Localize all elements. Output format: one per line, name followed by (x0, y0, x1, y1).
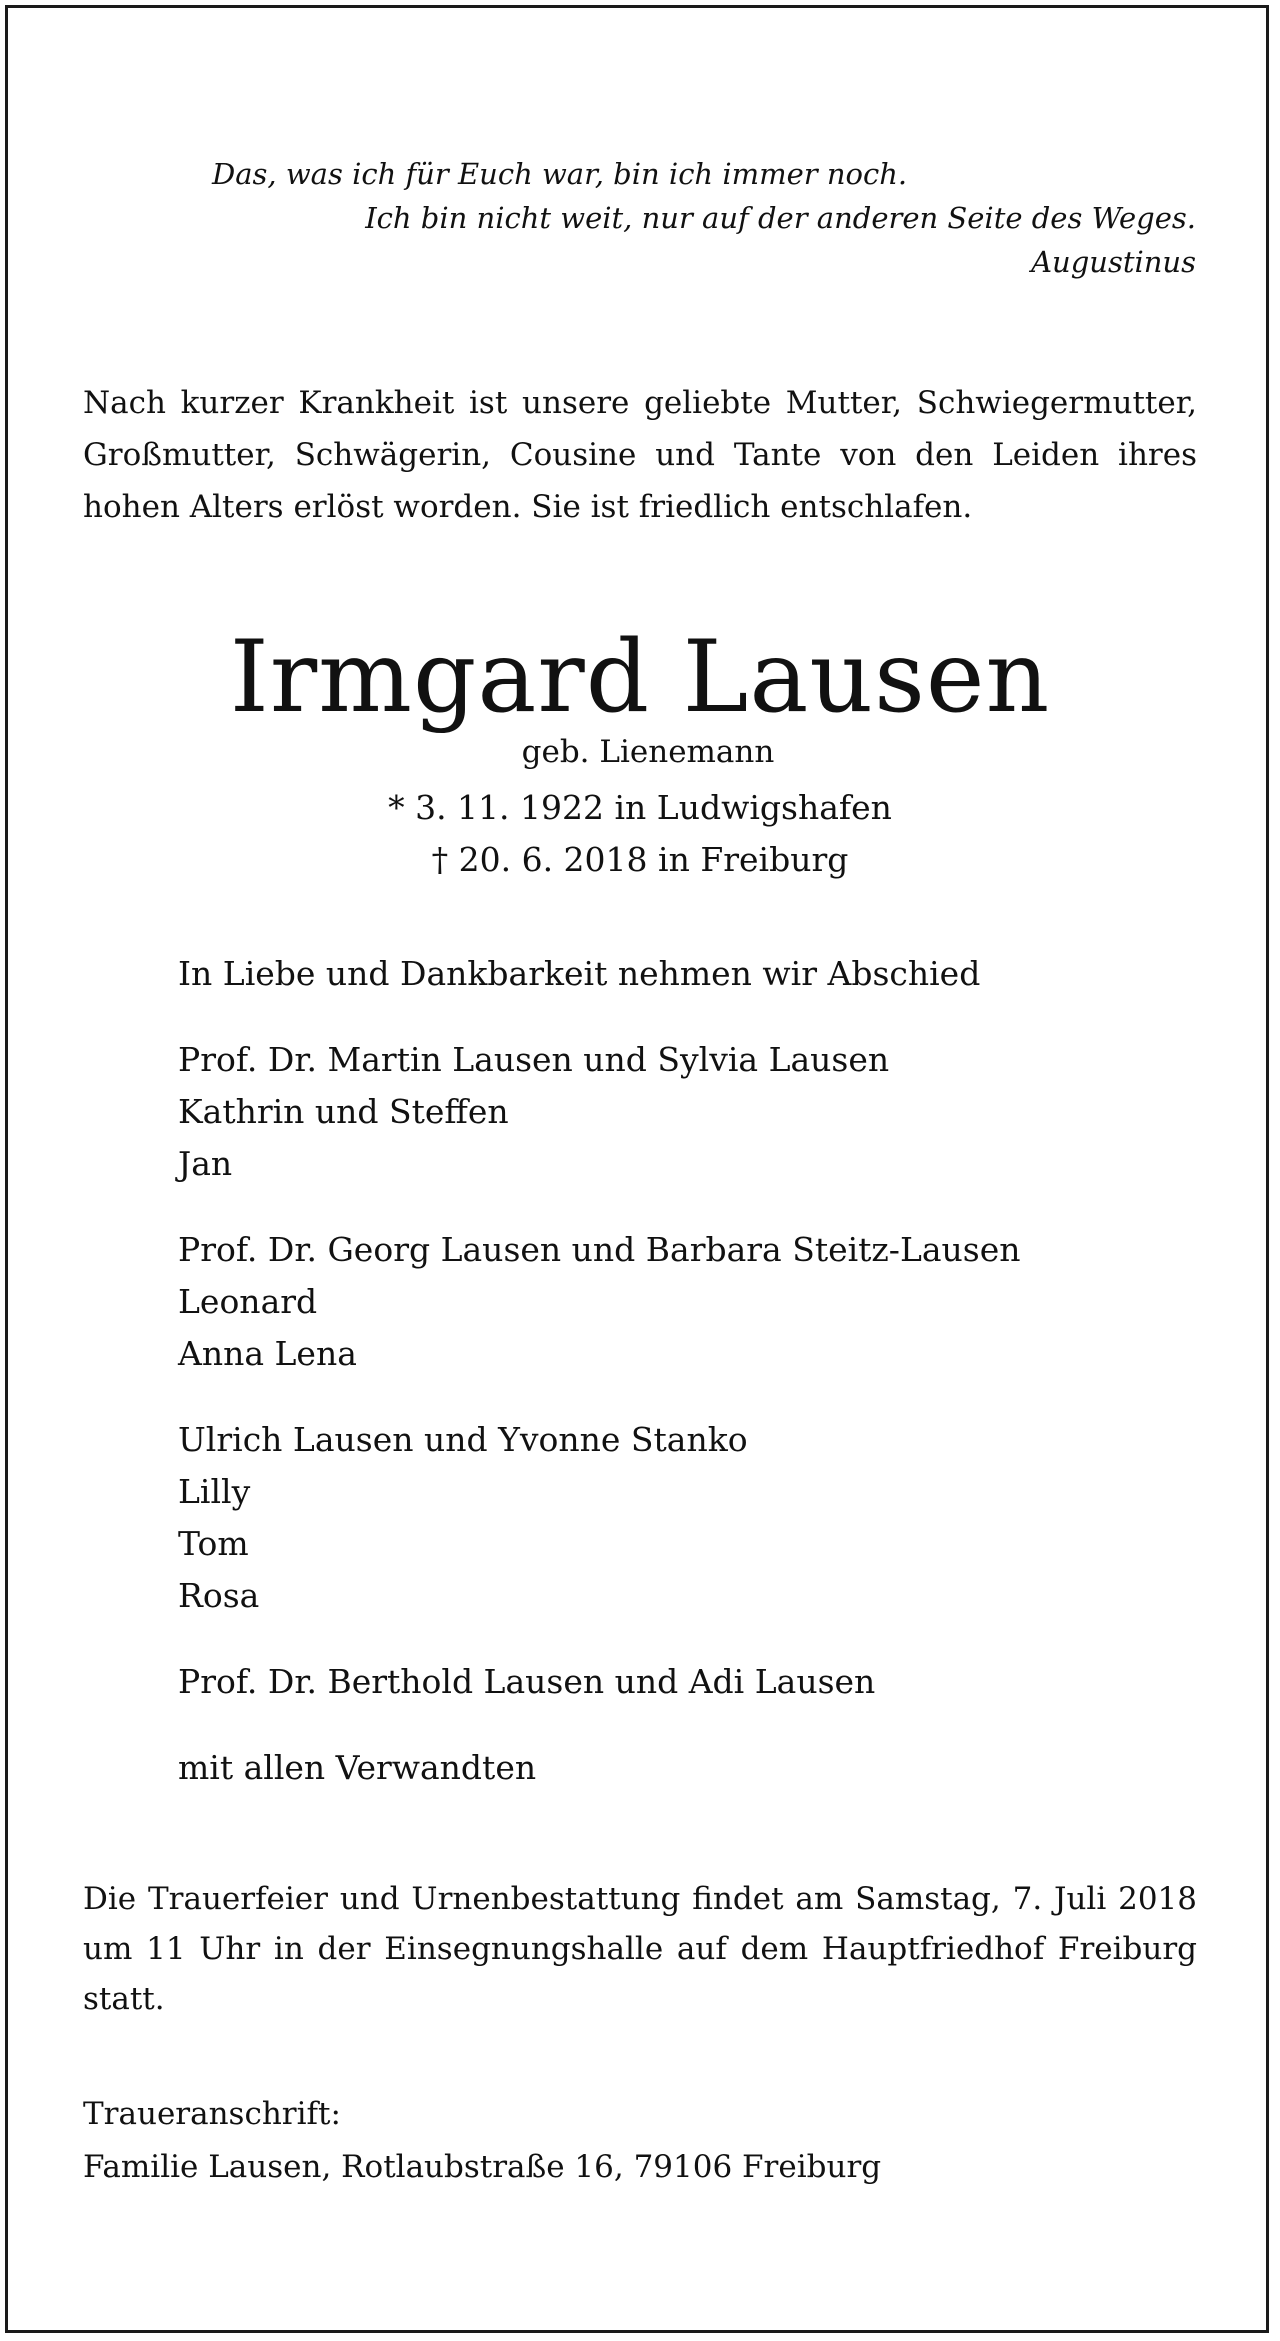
family-member: Tom (178, 1524, 249, 1563)
family-group (178, 1034, 1208, 1190)
birth-date: * 3. 11. 1922 in Ludwigshafen (388, 788, 892, 827)
quote-author: Augustinus (1031, 245, 1196, 279)
family-member: Anna Lena (178, 1334, 357, 1373)
death-date: † 20. 6. 2018 in Freiburg (431, 840, 849, 879)
address-label: Traueranschrift: (83, 2096, 341, 2132)
family-member: Lilly (178, 1472, 251, 1511)
quote-line-1: Das, was ich für Euch war, bin ich immer noch. (212, 157, 908, 191)
intro-paragraph: Nach kurzer Krankheit ist unsere geliebte Mutter, Schwiegermutter, Großmutter, Schwägerin, Cousine und Tante von den Leiden ihres hohen Alters erlöst worden. Sie ist friedlich entschlafen. (83, 385, 1197, 525)
family-member: Ulrich Lausen und Yvonne Stanko (178, 1420, 748, 1459)
family-member: Prof. Dr. Georg Lausen und Barbara Steitz-Lausen (178, 1230, 1021, 1269)
deceased-name: Irmgard Lausen (229, 620, 1051, 735)
family-group (178, 1224, 1208, 1380)
mourning-address (83, 2088, 1197, 2194)
family-member: Leonard (178, 1282, 318, 1321)
ceremony-info: Die Trauerfeier und Urnenbestattung findet am Samstag, 7. Juli 2018 um 11 Uhr in der Einsegnungshalle auf dem Hauptfriedhof Freiburg statt. (83, 1881, 1197, 2017)
quote-line-2: Ich bin nicht weit, nur auf der anderen Seite des Weges. (365, 201, 1196, 235)
mourners-list (178, 948, 1208, 1828)
address-text: Familie Lausen, Rotlaubstraße 16, 79106 Freiburg (83, 2149, 882, 2185)
family-group (178, 1656, 1208, 1708)
family-member: Jan (178, 1144, 233, 1183)
family-group (178, 1414, 1208, 1622)
family-member: Rosa (178, 1576, 260, 1615)
family-member: Prof. Dr. Berthold Lausen und Adi Lausen (178, 1662, 876, 1701)
relatives-line: mit allen Verwandten (178, 1748, 537, 1787)
family-member: Prof. Dr. Martin Lausen und Sylvia Lausen (178, 1040, 890, 1079)
epigraph-quote (200, 152, 1196, 284)
birth-name: geb. Lienemann (521, 734, 775, 770)
farewell-line: In Liebe und Dankbarkeit nehmen wir Abschied (178, 954, 981, 993)
family-member: Kathrin und Steffen (178, 1092, 509, 1131)
